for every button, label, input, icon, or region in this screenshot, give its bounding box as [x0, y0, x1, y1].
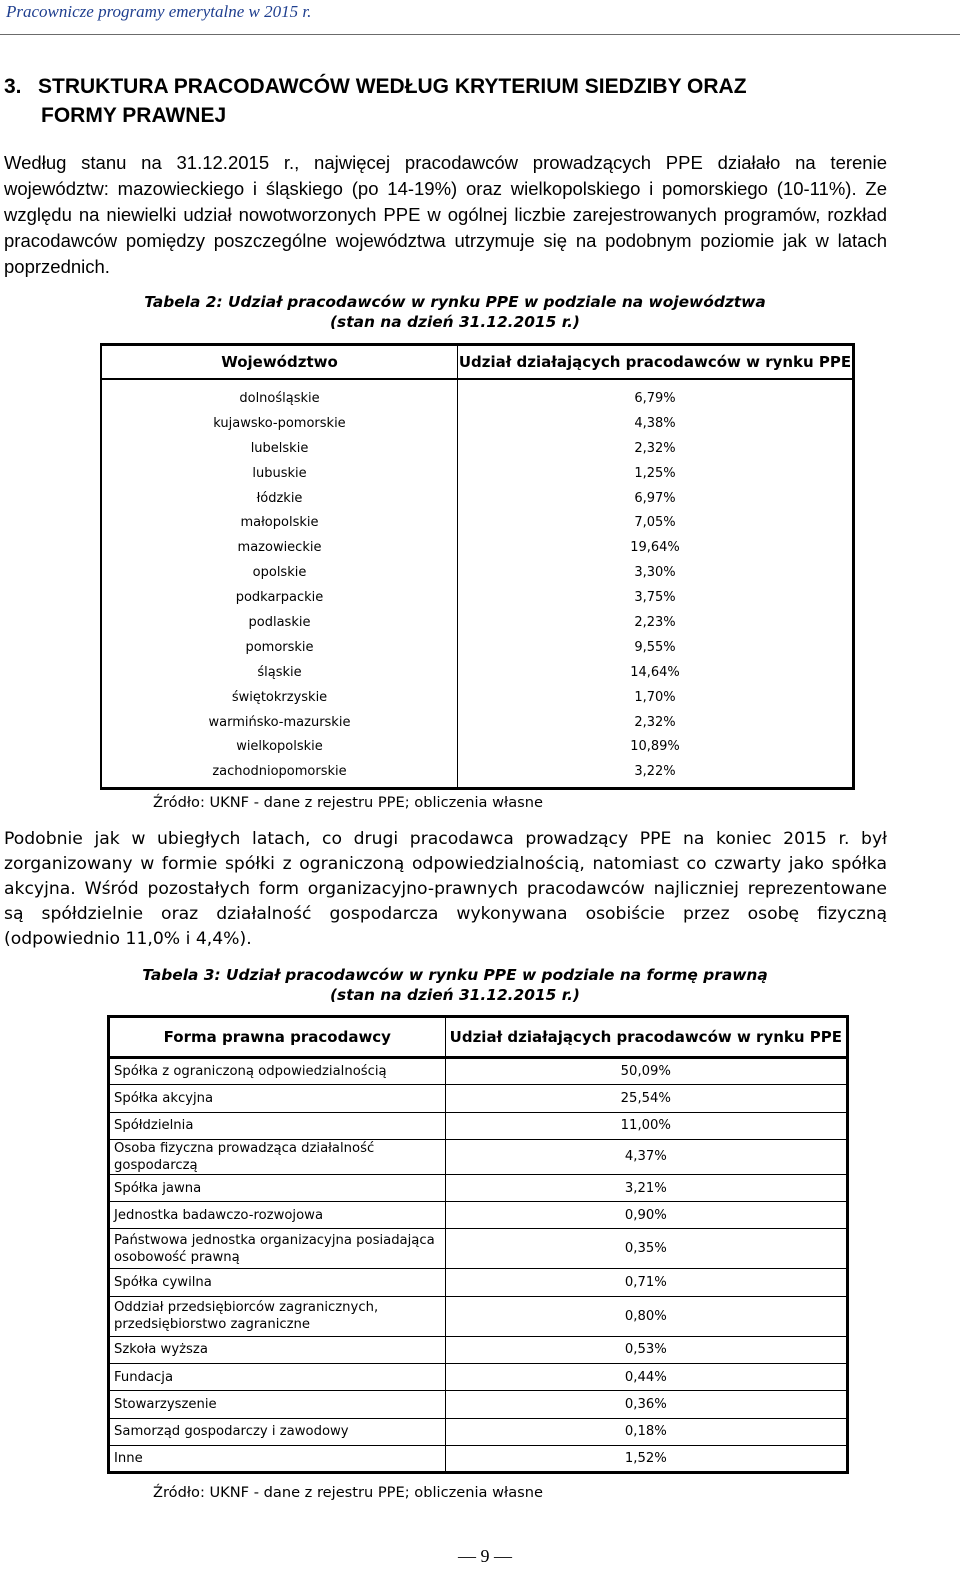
table-row — [109, 1202, 848, 1229]
row-value: 0,80% — [445, 1296, 847, 1336]
table2-caption-line1: Tabela 2: Udział pracodawców w rynku PPE w podziale na województwa — [144, 293, 766, 311]
table3-source: Źródło: UKNF - dane z rejestru PPE; obliczenia własne — [153, 1484, 543, 1501]
row-label: Spółka jawna — [109, 1174, 446, 1201]
row-label: dolnośląskie — [101, 379, 458, 411]
paragraph-legal-forms: Podobnie jak w ubiegłych latach, co drugi pracodawca prowadzący PPE na koniec 2015 r. był zorganizowany w formie spółki z ograniczoną odpowiedzialnością, natomiast co czwarty jako spółka akcyjna. Wśród pozostałych form organizacyjno-prawnych pracodawców najliczniej reprezentowane są spółdzielnie oraz działalność gospodarcza wykonywana osobiście przez osobę fizyczną (odpowiednio 11,0% i 4,4%). — [4, 829, 887, 949]
table-row — [101, 510, 854, 535]
table-row — [101, 461, 854, 486]
row-label: Spółka cywilna — [109, 1269, 446, 1296]
row-label: Spółka akcyjna — [109, 1085, 446, 1112]
row-value: 4,38% — [458, 411, 854, 436]
row-label: pomorskie — [101, 635, 458, 660]
section-title-line1: STRUKTURA PRACODAWCÓW WEDŁUG KRYTERIUM SIEDZIBY ORAZ — [38, 75, 747, 98]
table3-header-share: Udział działających pracodawców w rynku PPE — [445, 1017, 847, 1058]
table-row — [109, 1445, 848, 1472]
table-row — [101, 379, 854, 411]
table-row — [101, 734, 854, 759]
table-row — [101, 486, 854, 511]
row-value: 19,64% — [458, 535, 854, 560]
row-value: 0,18% — [445, 1418, 847, 1445]
row-label: wielkopolskie — [101, 734, 458, 759]
table-row — [101, 560, 854, 585]
table2-header-voivodeship: Województwo — [101, 345, 458, 380]
table-row — [109, 1391, 848, 1418]
row-value: 0,53% — [445, 1336, 847, 1363]
header-divider — [0, 34, 960, 35]
table2-body — [101, 379, 854, 789]
row-value: 2,32% — [458, 436, 854, 461]
table-row — [101, 635, 854, 660]
row-label: śląskie — [101, 660, 458, 685]
row-value: 0,35% — [445, 1229, 847, 1269]
page-number: — 9 — — [458, 1546, 512, 1566]
section-title-line2: FORMY PRAWNEJ — [41, 104, 227, 127]
table3-caption-line1: Tabela 3: Udział pracodawców w rynku PPE w podziale na formę prawną — [142, 966, 768, 984]
row-label: zachodniopomorskie — [101, 759, 458, 788]
row-label: mazowieckie — [101, 535, 458, 560]
table3-header-form: Forma prawna pracodawcy — [109, 1017, 446, 1058]
row-value: 0,44% — [445, 1364, 847, 1391]
row-value: 4,37% — [445, 1139, 847, 1174]
row-label: podlaskie — [101, 610, 458, 635]
row-label: Samorząd gospodarczy i zawodowy — [109, 1418, 446, 1445]
table2-caption-line2: (stan na dzień 31.12.2015 r.) — [330, 313, 580, 331]
table3-caption — [0, 965, 910, 1005]
table-row — [109, 1418, 848, 1445]
row-value: 0,90% — [445, 1202, 847, 1229]
table-row — [101, 585, 854, 610]
paragraph-voivodeships: Według stanu na 31.12.2015 r., najwięcej pracodawców prowadzących PPE działało na terenie województw: mazowieckiego i śląskiego (po 14-19%) oraz wielkopolskiego i pomorskiego (10-11%). Ze względu na niewielki udział nowotworzonych PPE w ogólnej liczbie zarejestrowanych programów, rozkład pracodawców pomiędzy poszczególne województwa utrzymuje się na podobnym poziomie jak w latach poprzednich. — [4, 152, 887, 277]
table-row — [101, 535, 854, 560]
table-row — [109, 1229, 848, 1269]
table-row — [109, 1269, 848, 1296]
row-value: 3,75% — [458, 585, 854, 610]
table-row — [109, 1364, 848, 1391]
table-row — [101, 411, 854, 436]
section-number: 3. — [4, 75, 22, 98]
table2-header-row — [101, 345, 854, 380]
table3-body — [109, 1058, 848, 1473]
table-row — [101, 710, 854, 735]
row-label: Szkoła wyższa — [109, 1336, 446, 1363]
row-value: 50,09% — [445, 1058, 847, 1085]
table-row — [109, 1174, 848, 1201]
row-label: Fundacja — [109, 1364, 446, 1391]
row-label: lubelskie — [101, 436, 458, 461]
row-value: 0,71% — [445, 1269, 847, 1296]
row-value: 9,55% — [458, 635, 854, 660]
table-row — [109, 1336, 848, 1363]
row-label: Państwowa jednostka organizacyjna posiadająca osobowość prawną — [109, 1229, 446, 1269]
row-value: 2,23% — [458, 610, 854, 635]
row-label: Inne — [109, 1445, 446, 1472]
table2-caption — [0, 292, 910, 332]
row-value: 1,25% — [458, 461, 854, 486]
row-value: 3,21% — [445, 1174, 847, 1201]
table3-caption-line2: (stan na dzień 31.12.2015 r.) — [330, 986, 580, 1004]
row-label: opolskie — [101, 560, 458, 585]
row-value: 6,97% — [458, 486, 854, 511]
row-value: 10,89% — [458, 734, 854, 759]
row-label: warmińsko-mazurskie — [101, 710, 458, 735]
row-value: 25,54% — [445, 1085, 847, 1112]
table-voivodeship-share — [100, 343, 855, 790]
row-value: 0,36% — [445, 1391, 847, 1418]
table-row — [101, 759, 854, 788]
table-legal-form-share — [107, 1015, 849, 1474]
table-row — [109, 1139, 848, 1174]
table-row — [109, 1112, 848, 1139]
row-label: Spółka z ograniczoną odpowiedzialnością — [109, 1058, 446, 1085]
table-row — [109, 1296, 848, 1336]
row-value: 1,70% — [458, 685, 854, 710]
row-value: 14,64% — [458, 660, 854, 685]
table2-header-share: Udział działających pracodawców w rynku PPE — [458, 345, 854, 380]
table-row — [101, 685, 854, 710]
row-label: lubuskie — [101, 461, 458, 486]
row-value: 3,30% — [458, 560, 854, 585]
row-label: Jednostka badawczo-rozwojowa — [109, 1202, 446, 1229]
row-label: kujawsko-pomorskie — [101, 411, 458, 436]
table-row — [109, 1058, 848, 1085]
row-label: podkarpackie — [101, 585, 458, 610]
running-header: Pracownicze programy emerytalne w 2015 r. — [6, 2, 312, 21]
table3-header-row — [109, 1017, 848, 1058]
row-label: Spółdzielnia — [109, 1112, 446, 1139]
row-label: Oddział przedsiębiorców zagranicznych, przedsiębiorstwo zagraniczne — [109, 1296, 446, 1336]
row-label: łódzkie — [101, 486, 458, 511]
row-value: 2,32% — [458, 710, 854, 735]
row-label: Osoba fizyczna prowadząca działalność gospodarczą — [109, 1139, 446, 1174]
row-label: Stowarzyszenie — [109, 1391, 446, 1418]
table-row — [101, 610, 854, 635]
table-row — [109, 1085, 848, 1112]
table2-source: Źródło: UKNF - dane z rejestru PPE; obliczenia własne — [153, 794, 543, 811]
row-value: 11,00% — [445, 1112, 847, 1139]
row-value: 1,52% — [445, 1445, 847, 1472]
row-value: 7,05% — [458, 510, 854, 535]
table-row — [101, 660, 854, 685]
section-title — [4, 72, 904, 130]
row-label: świętokrzyskie — [101, 685, 458, 710]
table-row — [101, 436, 854, 461]
row-value: 6,79% — [458, 379, 854, 411]
row-value: 3,22% — [458, 759, 854, 788]
row-label: małopolskie — [101, 510, 458, 535]
